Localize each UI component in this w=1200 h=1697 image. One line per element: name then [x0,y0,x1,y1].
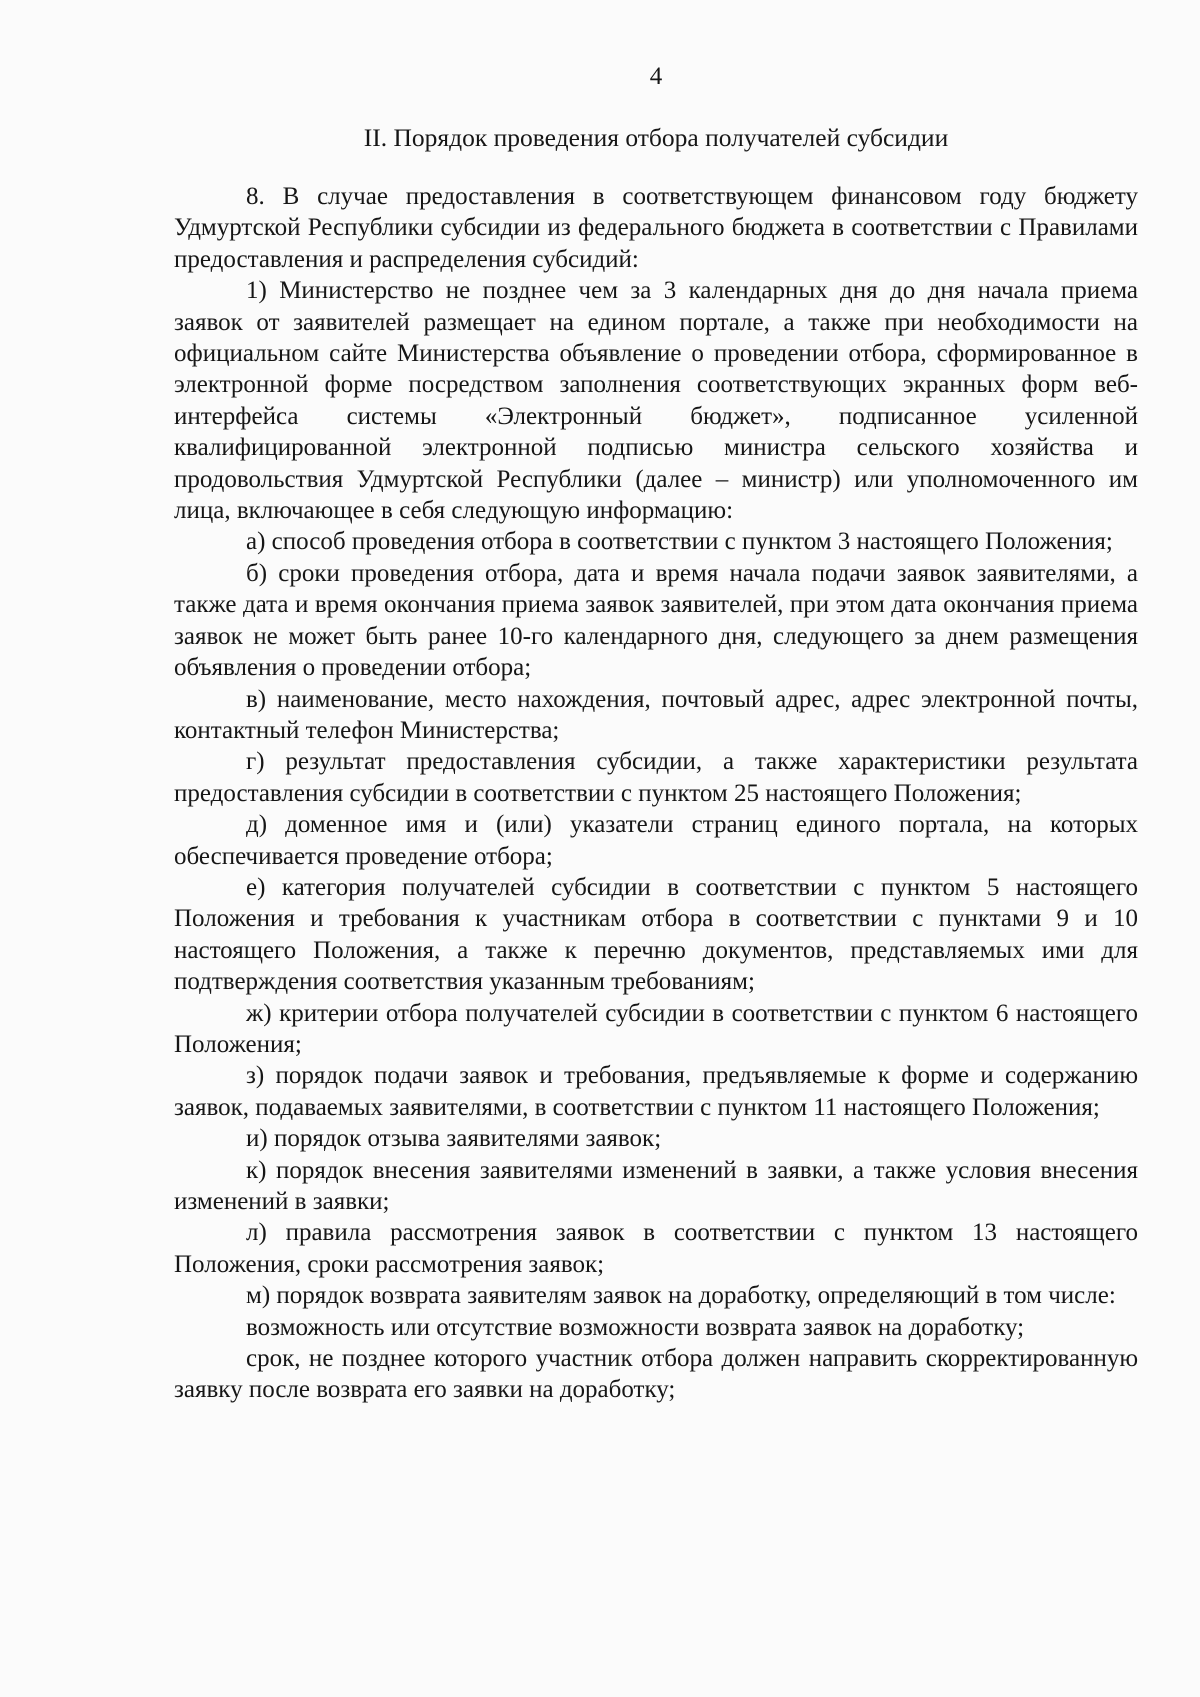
list-item: б) сроки проведения отбора, дата и время начала подачи заявок заявителями, а также дата и время окончания приема заявок заявителей, при этом дата окончания приема заявок не может быть ранее 10-го календарного дня, следующего за днем размещения объявления о проведении отбора; [174,559,1138,682]
paragraph: 8. В случае предоставления в соответствующем финансовом году бюджету Удмуртской Республики субсидии из федерального бюджета в соответствии с Правилами предоставления и распределения субсидий: [174,183,1138,273]
list-item: и) порядок отзыва заявителями заявок; [246,1125,662,1153]
list-item: к) порядок внесения заявителями изменений в заявки, а также условия внесения изменений в заявки; [174,1156,1138,1215]
sub-item: возможность или отсутствие возможности возврата заявок на доработку; [246,1313,1025,1341]
list-item: л) правила рассмотрения заявок в соответствии с пунктом 13 настоящего Положения, сроки рассмотрения заявок; [174,1219,1138,1278]
list-item: д) доменное имя и (или) указатели страниц единого портала, на которых обеспечивается проведение отбора; [174,811,1138,870]
page-number: 4 [649,63,663,90]
sub-item: срок, не позднее которого участник отбора должен направить скорректированную заявку после возврата его заявки на доработку; [174,1345,1138,1404]
list-item: з) порядок подачи заявок и требования, предъявляемые к форме и содержанию заявок, подаваемых заявителями, в соответствии с пунктом 11 настоящего Положения; [174,1062,1138,1121]
list-item: а) способ проведения отбора в соответствии с пунктом 3 настоящего Положения; [246,528,1113,556]
document-body [174,181,1138,1406]
paragraph: 1) Министерство не позднее чем за 3 календарных дня до дня начала приема заявок от заявителей размещает на едином портале, а также при необходимости на официальном сайте Министерства объявление о проведении отбора, сформированное в электронной форме посредством заполнения соответствующих экранных форм веб-интерфейса системы «Электронный бюджет», подписанное усиленной квалифицированной электронной подписью министра сельского хозяйства и продовольствия Удмуртской Республики (далее – министр) или уполномоченного им лица, включающее в себя следующую информацию: [174,277,1138,525]
section-title: II. Порядок проведения отбора получателей субсидии [363,123,949,152]
list-item: в) наименование, место нахождения, почтовый адрес, адрес электронной почты, контактный телефон Министерства; [174,685,1138,744]
list-item: г) результат предоставления субсидии, а также характеристики результата предоставления субсидии в соответствии с пунктом 25 настоящего Положения; [174,748,1138,807]
list-item: ж) критерии отбора получателей субсидии в соответствии с пунктом 6 настоящего Положения; [174,999,1138,1058]
list-item: е) категория получателей субсидии в соответствии с пунктом 5 настоящего Положения и требования к участникам отбора в соответствии с пунктами 9 и 10 настоящего Положения, а также к перечню документов, представляемых ими для подтверждения соответствия указанным требованиям; [174,873,1138,996]
list-item: м) порядок возврата заявителям заявок на доработку, определяющий в том числе: [246,1282,1116,1310]
